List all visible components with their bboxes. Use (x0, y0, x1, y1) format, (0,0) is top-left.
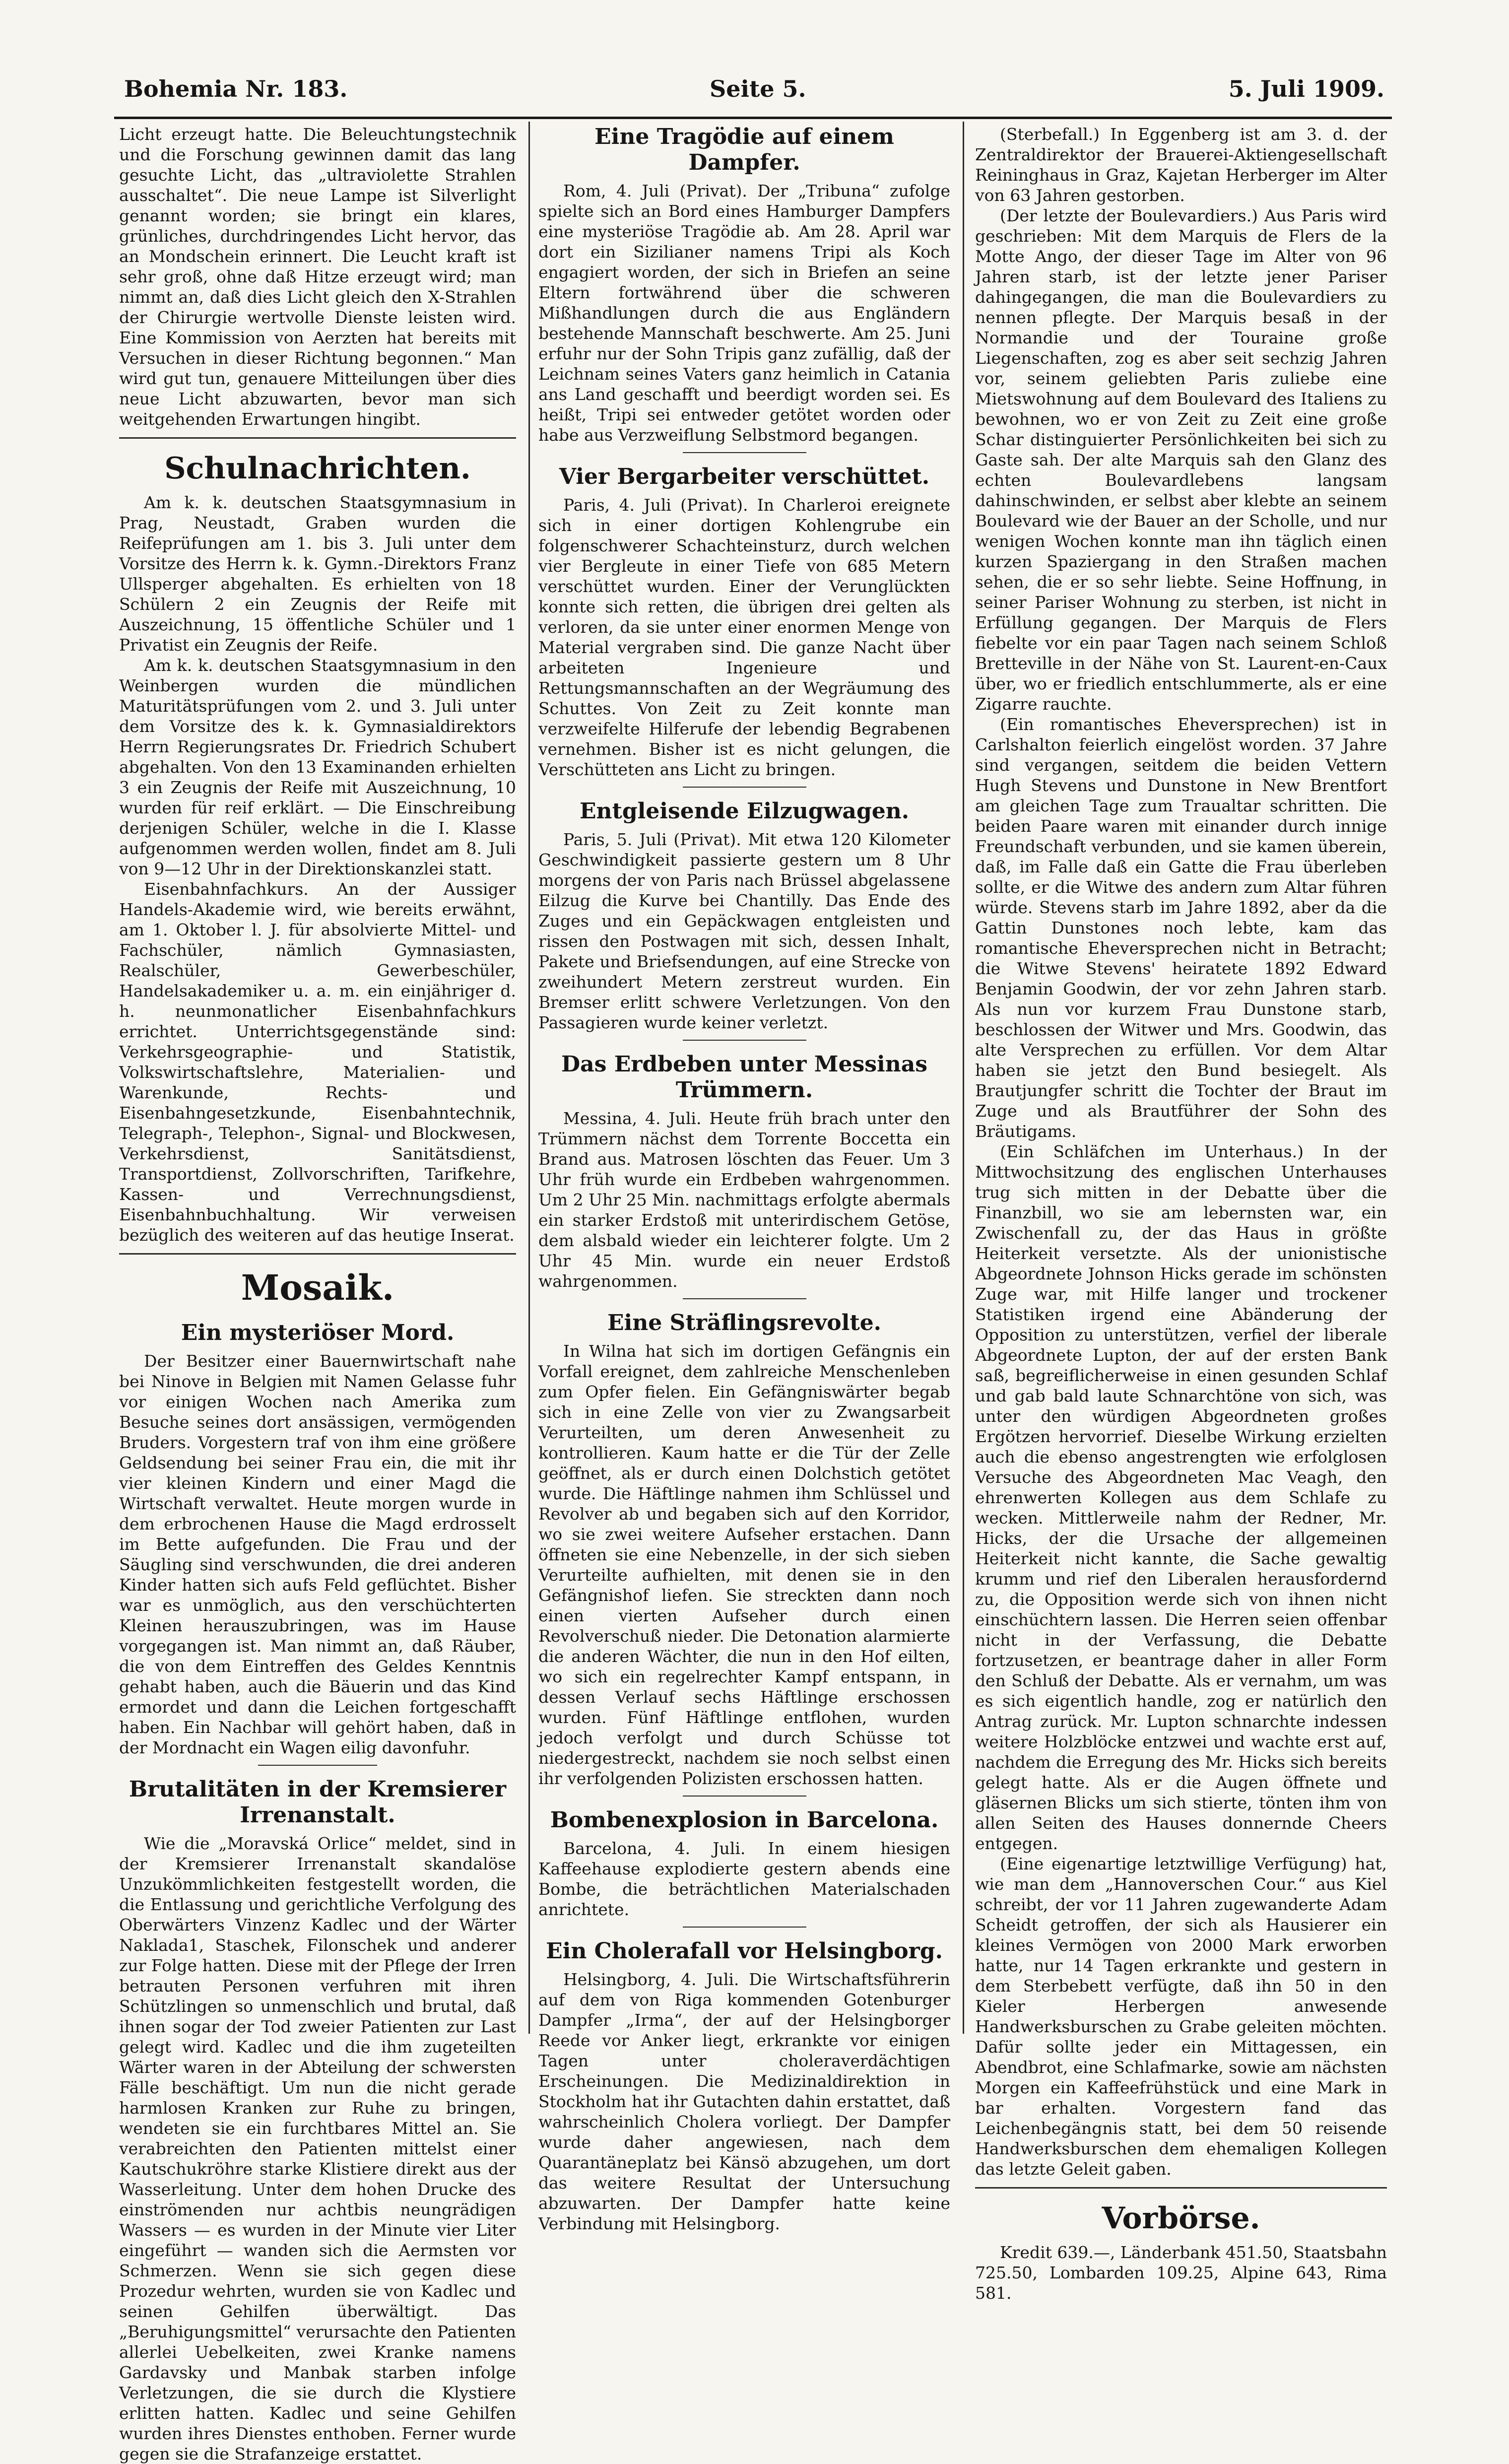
article-paragraph: (Eine eigenartige letztwillige Verfügung) hat, wie man dem „Hannoverschen Cour.“ aus Kiel schreibt, der vor 11 Jahren zugewanderte Adam Scheidt getroffen, der sich als Hausierer ein kleines Vermögen von 2000 Mark erworben hatte, nur 14 Tagen erkrankte und gestern in dem Sterbebett verfügte, daß ihn 50 in den Kieler Herbergen anwesende Handwerksburschen zu Grabe geleiten möchten. Dafür sollte jeder ein Mittagessen, ein Abendbrot, eine Schlafmarke, sowie am nächsten Morgen ein Kaffeefrühstück und eine Mark in bar erhalten. Vorgestern fand das Leichenbegängnis statt, bei dem 50 reisende Handwerksburschen dem ehemaligen Kollegen das letzte Geleit gaben. (975, 1854, 1387, 2179)
article-heading: Das Erdbeben unter Messinas Trümmern. (561, 1052, 928, 1103)
article-rule (683, 1298, 806, 1299)
header-rule (114, 117, 1392, 119)
article-paragraph: (Ein Schläfchen im Unterhaus.) In der Mittwochsitzung des englischen Unterhauses trug sich mitten in der Debatte über die Finanzbill, wo sie am lebernsten war, ein Zwischenfall zu, der das Haus in größte Heiterkeit versetzte. Als der unionistische Abgeordnete Johnson Hicks gerade im schönsten Zuge war, mit Hilfe langer und trockener Statistiken irgend eine Abänderung der Opposition zu unterstützen, verfiel der liberale Abgeordnete Lupton, der auf der ersten Bank saß, begreiflicherweise in einen gesunden Schlaf und gab bald laute Schnarchtöne von sich, was unter den würdigen Abgeordneten großes Ergötzen hervorrief. Dieselbe Wirkung erzielten auch die ebenso angestrengten wie erfolglosen Versuche des Abgeordneten Mac Veagh, den ehrenwerten Kollegen aus dem Schlafe zu wecken. Mittlerweile nahm der Redner, Mr. Hicks, der die Ursache der allgemeinen Heiterkeit nicht kannte, die Sache gewaltig krumm und rief den Liberalen herausfordernd zu, die Opposition werde sich von ihnen nicht einschüchtern lassen. Die Herren seien offenbar nicht in der Verfassung, die Debatte fortzusetzen, er beantrage daher in aller Form den Schluß der Debatte. Als er vernahm, um was es sich eigentlich handle, zog er natürlich den Antrag zurück. Mr. Lupton schnarchte indessen weitere Holzblöcke entzwei und wachte erst auf, nachdem die Erregung des Mr. Hicks sich bereits gelegt hatte. Als er die Augen öffnete und gläsernen Blicks um sich stierte, tönten ihm von allen Seiten des Hauses donnernde Cheers entgegen. (975, 1142, 1387, 1853)
column-divider (528, 122, 530, 2034)
article-heading: Ein mysteriöser Mord. (181, 1320, 455, 1345)
article-paragraph: Barcelona, 4. Juli. In einem hiesigen Kaffeehause explodierte gestern abends eine Bombe, die beträchtlichen Materialschaden anrichtete. (538, 1839, 950, 1919)
article-paragraph: Eisenbahnfachkurs. An der Aussiger Handels-Akademie wird, wie bereits erwähnt, am 1. Oktober l. J. für absolvierte Mittel- und Fachschüler, nämlich Gymnasiasten, Realschüler, Gewerbeschüler, Handelsakademiker u. a. m. ein einjähriger d. h. neunmonatlicher Eisenbahnfachkurs errichtet. Unterrichtsgegenstände sind: Verkehrsgeographie- und Statistik, Volkswirtschaftslehre, Materialien- und Warenkunde, Rechts- und Eisenbahngesetzkunde, Eisenbahntechnik, Telegraph-, Telephon-, Signal- und Blockwesen, Verkehrsdienst, Sanitätsdienst, Transportdienst, Zollvorschriften, Tarifkehre, Kassen- und Verrechnungsdienst, Eisenbahnbuchhaltung. Wir verweisen bezüglich des weiteren auf das heutige Inserat. (119, 879, 516, 1245)
section-rule (975, 2187, 1387, 2189)
article-paragraph: (Ein romantisches Eheversprechen) ist in Carlshalton feierlich eingelöst worden. 37 Jahre sind vergangen, seitdem die beiden Vettern Hugh Stevens und Dunstone in New Brentfort am gleichen Tage zum Traualtar schritten. Die beiden Paare waren mit einander durch innige Freundschaft verbunden, und sie kamen überein, daß, im Falle daß ein Gatte die Frau überleben sollte, er die Witwe des andern zum Altar führen würde. Stevens starb im Jahre 1892, aber da die Gattin Dunstones noch lebte, kam das romantische Eheversprechen nicht in Betracht; die Witwe Stevens' heiratete 1892 Edward Benjamin Goodwin, der vor zehn Jahren starb. Als nun vor kurzem Frau Dunstone starb, beschlossen der Witwer und Mrs. Goodwin, das alte Versprechen zu erfüllen. Vor dem Altar haben sie jetzt den Bund besiegelt. Als Brautjungfer schritt die Tochter der Braut im Zuge und als Brautführer der Sohn des Bräutigams. (975, 715, 1387, 1141)
masthead-paper-issue: Bohemia Nr. 183. (124, 75, 348, 102)
article-heading: Eine Tragödie auf einem Dampfer. (594, 124, 894, 175)
article-heading: Brutalitäten in der Kremsierer Irrenanstalt. (129, 1777, 507, 1828)
section-rule (119, 437, 516, 439)
article-paragraph: Am k. k. deutschen Staatsgymnasium in den Weinbergen wurden die mündlichen Maturitätsprüfungen vom 2. und 3. Juli unter dem Vorsitze des k. k. Gymnasialdirektors Herrn Regierungsrates Dr. Friedrich Schubert abgehalten. Von den 13 Examinanden erhielten 3 ein Zeugnis der Reife mit Auszeichnung, 10 wurden für reif erklärt. — Die Einschreibung derjenigen Schüler, welche in die I. Klasse aufgenommen werden wollen, findet am 8. Juli von 9—12 Uhr in der Direktionskanzlei statt. (119, 656, 516, 878)
section-heading-mosaik: Mosaik. (241, 1267, 394, 1308)
masthead (124, 75, 1384, 105)
article-rule (683, 1796, 806, 1797)
article-heading: Bombenexplosion in Barcelona. (550, 1807, 939, 1833)
article-heading: Eine Sträflingsrevolte. (607, 1310, 882, 1335)
article-paragraph: In Wilna hat sich im dortigen Gefängnis ein Vorfall ereignet, dem zahlreiche Menschenleben zum Opfer fielen. Ein Gefängniswärter begab sich in eine Zelle von vier zu Zwangsarbeit Verurteilten, um deren Anwesenheit zu kontrollieren. Kaum hatte er die Tür der Zelle geöffnet, als er durch einen Dolchstich getötet wurde. Die Häftlinge nahmen ihm Schlüssel und Revolver ab und begaben sich auf den Korridor, wo sie zwei weitere Aufseher erstachen. Dann öffneten sie eine Nebenzelle, in der sich sieben Verurteilte aufhielten, mit denen sie in den Gefängnishof liefen. Sie streckten dann noch einen vierten Aufseher durch einen Revolverschuß nieder. Die Detonation alarmierte die anderen Wächter, die nun in den Hof eilten, wo sich ein regelrechter Kampf entspann, in dessen Verlauf sechs Häftlinge erschossen wurden. Fünf Häftlinge entflohen, wurden jedoch verfolgt und durch Schüsse tot niedergestreckt, nachdem sie noch selbst einen ihr verfolgenden Polizisten erschossen hatten. (538, 1341, 950, 1788)
article-continuation: Licht erzeugt hatte. Die Beleuchtungstechnik und die Forschung gewinnen damit das lang gesuchte Licht, das „ultraviolette Strahlen ausschaltet“. Die neue Lampe ist Silverlight genannt worden; sie bringt ein klares, grünliches, durchdringendes Licht hervor, das an Mondschein erinnert. Die Leucht kraft ist sehr groß, ohne daß Hitze erzeugt wird; man nimmt an, daß dies Licht gleich den X-Strahlen der Chirurgie wertvolle Dienste leisten wird. Eine Kommission von Aerzten hat bereits mit Versuchen in dieser Richtung begonnen.“ Man wird gut tun, genauere Mitteilungen über dies neue Licht abzuwarten, bevor man sich weitgehenden Erwartungen hingibt. (119, 125, 516, 429)
article-paragraph: Helsingborg, 4. Juli. Die Wirtschaftsführerin auf dem von Riga kommenden Gotenburger Dampfer „Irma“, der auf der Helsingborger Reede vor Anker liegt, erkrankte vor einigen Tagen unter choleraverdächtigen Erscheinungen. Die Medizinaldirektion in Stockholm hat ihr Gutachten dahin erstattet, daß wahrscheinlich Cholera vorliegt. Der Dampfer wurde daher angewiesen, nach dem Quarantäneplatz bei Känsö abzugehen, um dort das weitere Resultat der Untersuchung abzuwarten. Der Dampfer hatte keine Verbindung mit Helsingborg. (538, 1970, 950, 2233)
article-heading: Entgleisende Eilzugwagen. (579, 799, 910, 824)
article-paragraph: (Sterbefall.) In Eggenberg ist am 3. d. der Zentraldirektor der Brauerei-Aktiengesellschaft Reininghaus in Graz, Kajetan Herberger im Alter von 63 Jahren gestorben. (975, 125, 1387, 205)
section-heading-vorboerse: Vorbörse. (1102, 2201, 1260, 2236)
article-heading: Ein Cholerafall vor Helsingborg. (546, 1938, 943, 1964)
article-heading: Vier Bergarbeiter verschüttet. (559, 464, 930, 489)
article-paragraph: Paris, 5. Juli (Privat). Mit etwa 120 Kilometer Geschwindigkeit passierte gestern um 8 Uhr morgens der von Paris nach Brüssel abgelassene Eilzug die Kurve bei Chantilly. Das Ende des Zuges und ein Gepäckwagen entgleisten und rissen den Postwagen mit sich, dessen Inhalt, Pakete und Briefsendungen, auf eine Strecke von zweihundert Metern zerstreut wurden. Ein Bremser erlitt schwere Verletzungen. Von den Passagieren wurde keiner verletzt. (538, 830, 950, 1032)
column-divider (963, 122, 964, 2034)
article-paragraph: Messina, 4. Juli. Heute früh brach unter den Trümmern nächst dem Torrente Boccetta ein Brand aus. Matrosen löschten das Feuer. Um 3 Uhr früh wurde ein Erdbeben wahrgenommen. Um 2 Uhr 25 Min. nachmittags erfolgte abermals ein starker Erdstoß mit unterirdischem Getöse, dem alsbald wieder ein leichterer folgte. Um 2 Uhr 45 Min. wurde ein neuer Erdstoß wahrgenommen. (538, 1109, 950, 1291)
column-middle (538, 124, 950, 2233)
article-rule (683, 787, 806, 788)
article-paragraph: Rom, 4. Juli (Privat). Der „Tribuna“ zufolge spielte sich an Bord eines Hamburger Dampfers eine mysteriöse Tragödie ab. Am 28. April war dort ein Sizilianer namens Tripi als Koch engagiert worden, der sich in Briefen an seine Eltern fortwährend über die schweren Mißhandlungen durch die aus Engländern bestehende Mannschaft beschwerte. Am 25. Juni erfuhr nur der Sohn Tripis ganz zufällig, daß der Leichnam seines Vaters ganz heimlich in Catania ans Land geschafft und beerdigt worden sei. Es heißt, Tripi sei entweder getötet worden oder habe aus Verzweiflung Selbstmord begangen. (538, 181, 950, 445)
stock-quotes: Kredit 639.—, Länderbank 451.50, Staatsbahn 725.50, Lombarden 109.25, Alpine 643, Rima 581. (975, 2243, 1387, 2303)
article-rule (258, 1765, 377, 1766)
section-heading-schulnachrichten: Schulnachrichten. (164, 451, 471, 486)
article-rule (683, 452, 806, 453)
section-rule (119, 1253, 516, 1255)
article-paragraph: Am k. k. deutschen Staatsgymnasium in Prag, Neustadt, Graben wurden die Reifeprüfungen am 1. bis 3. Juli unter dem Vorsitze des Herrn k. k. Gymn.-Direktors Franz Ullsperger abgehalten. Es erhielten von 18 Schülern 2 ein Zeugnis der Reife mit Auszeichnung, 15 öffentliche Schüler und 1 Privatist ein Zeugnis der Reife. (119, 493, 516, 655)
article-paragraph: Wie die „Moravská Orlice“ meldet, sind in der Kremsierer Irrenanstalt skandalöse Unzukömmlichkeiten festgestellt worden, die die Entlassung und gerichtliche Verfolgung des Oberwärters Vinzenz Kadlec und der Wärter Naklada1, Staschek, Filonschek und anderer zur Folge hatten. Diese mit der Pflege der Irren betrauten Personen verfuhren mit ihren Schützlingen so unmenschlich und brutal, daß ihnen sogar der Tod zweier Patienten zur Last gelegt wird. Kadlec und die ihm zugeteilten Wärter waren in der Abteilung der schwersten Fälle beschäftigt. Um nun die nicht gerade harmlosen Kranken zur Ruhe zu bringen, wendeten sie ein furchtbares Mittel an. Sie verabreichten den Patienten mittelst einer Kautschukröhre starke Klistiere direkt aus der Wasserleitung. Unter dem hohen Drucke des einströmenden nur achtbis neungrädigen Wassers — es wurden in der Minute vier Liter eingeführt — wanden sich die Aermsten vor Schmerzen. Wenn sie sich gegen diese Prozedur wehrten, wurden sie von Kadlec und seinen Gehilfen überwältigt. Das „Beruhigungsmittel“ verursachte den Patienten allerlei Uebelkeiten, zwei Kranke namens Gardavsky und Manbak starben infolge Verletzungen, die sie durch die Klystiere erlitten hatten. Kadlec und seine Gehilfen wurden ihres Dienstes enthoben. Ferner wurde gegen sie die Strafanzeige erstattet. (119, 1834, 516, 2464)
column-right (975, 124, 1387, 2303)
article-paragraph: Der Besitzer einer Bauernwirtschaft nahe bei Ninove in Belgien mit Namen Gelasse fuhr vor einigen Wochen nach Amerika zum Besuche seines dort ansässigen, vermögenden Bruders. Vorgestern traf von ihm eine größere Geldsendung bei seiner Frau ein, die mit ihr vier kleinen Kindern und einer Magd die Wirtschaft verwaltet. Heute morgen wurde in dem erbrochenen Hause die Magd erdrosselt im Bette aufgefunden. Die Frau und der Säugling sind verschwunden, die drei anderen Kinder hatten sich aufs Feld geflüchtet. Bisher war es unmöglich, aus den verschüchterten Kleinen herauszubringen, was im Hause vorgegangen ist. Man nimmt an, daß Räuber, die von dem Eintreffen des Geldes Kenntnis gehabt haben, auch die Bäuerin und das Kind ermordet und dann die Leichen fortgeschafft haben. Ein Nachbar will gehört haben, daß in der Mordnacht ein Wagen eilig davonfuhr. (119, 1351, 516, 1757)
masthead-date: 5. Juli 1909. (1228, 75, 1384, 102)
column-left (119, 124, 516, 2464)
article-rule (683, 1927, 806, 1928)
masthead-page-number: Seite 5. (710, 75, 806, 102)
article-paragraph: (Der letzte der Boulevardiers.) Aus Paris wird geschrieben: Mit dem Marquis de Flers de la Motte Ango, der dieser Tage im Alter von 96 Jahren starb, ist der letzte jener Pariser dahingegangen, die man die Boulevardiers zu nennen pflegte. Der Marquis besaß in der Normandie und der Touraine große Liegenschaften, zog es aber seit sechzig Jahren vor, seinem geliebten Paris zuliebe eine Mietswohnung auf dem Boulevard des Italiens zu bewohnen, wo er von Zeit zu Zeit eine große Schar distinguierter Persönlichkeiten bei sich zu Gaste sah. Der alte Marquis sah den Glanz des echten Boulevardlebens langsam dahinschwinden, er selbst aber klebte an seinem Boulevard wie der Bauer an der Scholle, und nur wenigen Wochen konnte man ihn täglich einen kurzen Spaziergang in den Straßen machen sehen, die er so sehr liebte. Seine Hoffnung, in seiner Pariser Wohnung zu sterben, ist nicht in Erfüllung gegangen. Der Marquis de Flers fiebelte vor ein paar Tagen nach seinem Schloß Bretteville in der Nähe von St. Laurent-en-Caux über, wo er friedlich entschlummerte, als er eine Zigarre rauchte. (975, 206, 1387, 714)
article-rule (683, 1040, 806, 1041)
article-paragraph: Paris, 4. Juli (Privat). In Charleroi ereignete sich in einer dortigen Kohlengrube ein folgenschwerer Schachteinsturz, durch welchen vier Bergleute in einer Tiefe von 685 Metern verschüttet wurden. Einer der Verunglückten konnte sich retten, die übrigen drei gelten als verloren, da sie unter einer enormen Menge von Material vergraben sind. Die ganze Nacht über arbeiteten Ingenieure und Rettungsmannschaften an der Wegräumung des Schuttes. Von Zeit zu Zeit konnte man verzweifelte Hilferufe der lebendig Begrabenen vernehmen. Bisher ist es nicht gelungen, die Verschütteten ans Licht zu bringen. (538, 495, 950, 779)
